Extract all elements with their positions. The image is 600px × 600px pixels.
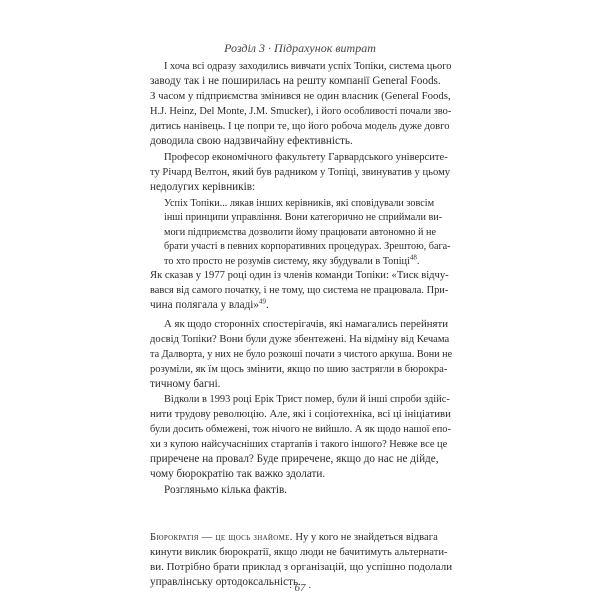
text-line: Відколи в 1993 році Ерік Трист помер, були й інші спроби здійс-: [164, 394, 450, 405]
block-quote: [164, 197, 452, 269]
run-in-heading: Бюрократія — це щось знайоме.: [150, 532, 293, 543]
paragraph-3: [150, 268, 452, 313]
running-header: Розділ 3 · Підрахунок витрат: [224, 41, 376, 55]
text-line: досвід Топіки? Вони були дуже збентежені. На відміну від Кечама: [150, 334, 450, 346]
text-line: ту Річард Велтон, який був радником у Топіці, звинуватив у цьому: [150, 167, 451, 179]
text-line: вався від самого початку, і не тому, що система не працювала. При-: [150, 285, 449, 297]
footnote-ref: 49: [259, 297, 266, 306]
text-line: управлінську ортодоксальність.: [150, 576, 301, 589]
paragraph-6: [150, 483, 452, 498]
paragraph-5: [150, 392, 452, 483]
text-line: були досить обмежені, тож нічого не вийшло. А як щодо нашої епо-: [150, 424, 451, 436]
text-line: тичному багні.: [150, 378, 221, 391]
text-line: З часом у підприємства змінився не один власник (General Foods,: [150, 90, 451, 103]
text-line: приречене на провал? Буде приречене, якщо до нас не дійде,: [150, 453, 439, 466]
text-line: доводила свою надзвичайну ефективність.: [150, 135, 353, 148]
paragraph-2: [150, 150, 452, 195]
text-line-text: Ну у кого не знайдеться відвага: [292, 532, 438, 543]
text-line: І хоча всі одразу заходились вивчати успіх Топіки, система цього: [164, 61, 452, 72]
quote-line: моги підприємства дозволити йому працювати автономно й не: [164, 226, 437, 238]
text-line: та Далворта, у них не було розкоші почати з чистого аркуша. Вони не: [150, 349, 453, 361]
text-line: заводу так і не поширилась на решту компанії General Foods.: [150, 75, 441, 88]
text-line-text: чина полягала у владі»: [150, 299, 259, 312]
quote-line: інші принципи управління. Вони категорично не сприймали ви-: [164, 212, 443, 224]
text-line: хи з купою найсучасніших стартапів і такого іншого? Невже все це: [150, 439, 448, 451]
quote-line: Успіх Топіки... лякав інших керівників, які сповідували зовсім: [164, 198, 435, 209]
quote-line-text: то хто просто не розумів систему, яку збудували в Топіці: [164, 255, 410, 267]
text-line: розуміли, як їм щось змінити, якщо по шию застрягли в бюрокра-: [150, 364, 448, 376]
footnote-ref: 48: [409, 253, 417, 262]
text-line: недолугих керівників:: [150, 181, 256, 194]
quote-line: брати участі в певних корпоративних процедурах. Зрештою, бага-: [164, 241, 451, 253]
paragraph-4: [150, 317, 452, 392]
text-line: H.J. Heinz, Del Monte, J.M. Smucker), і його особливості почали зво-: [150, 106, 452, 118]
text-line: Як сказав у 1977 році один із членів команди Топіки: «Тиск відчу-: [150, 270, 449, 281]
text-line: чина полягала у владі»$^{49}$.: [150, 297, 269, 312]
text-line: дитись нанівець. І це попри те, що його робоча модель дуже довго: [150, 121, 450, 133]
text-line: нити трудову революцію. Але, які і соціотехніка, всі ці ініціативи: [150, 408, 451, 421]
page-number: · 67 ·: [289, 582, 311, 594]
quote-line: то хто просто не розумів систему, яку збудували в Топіці$^{48}$.: [164, 253, 420, 267]
text-line: Розгляньмо кілька фактів.: [164, 484, 288, 496]
text-line: кинути виклик бюрократії, якщо люди не бачитимуть альтернати-: [150, 547, 448, 559]
text-line: А як щодо сторонніх спостерігачів, які намагались перейняти: [164, 318, 448, 330]
paragraph-1: [150, 59, 452, 150]
text-line: Професор економічного факультету Гарвардського університе-: [164, 152, 448, 163]
text-line: ви. Потрібно брати приклад з організацій, що успішно подолали: [150, 561, 453, 574]
text-line: [150, 530, 452, 545]
text-line: чому бюрократію так важко здолати.: [150, 468, 326, 481]
